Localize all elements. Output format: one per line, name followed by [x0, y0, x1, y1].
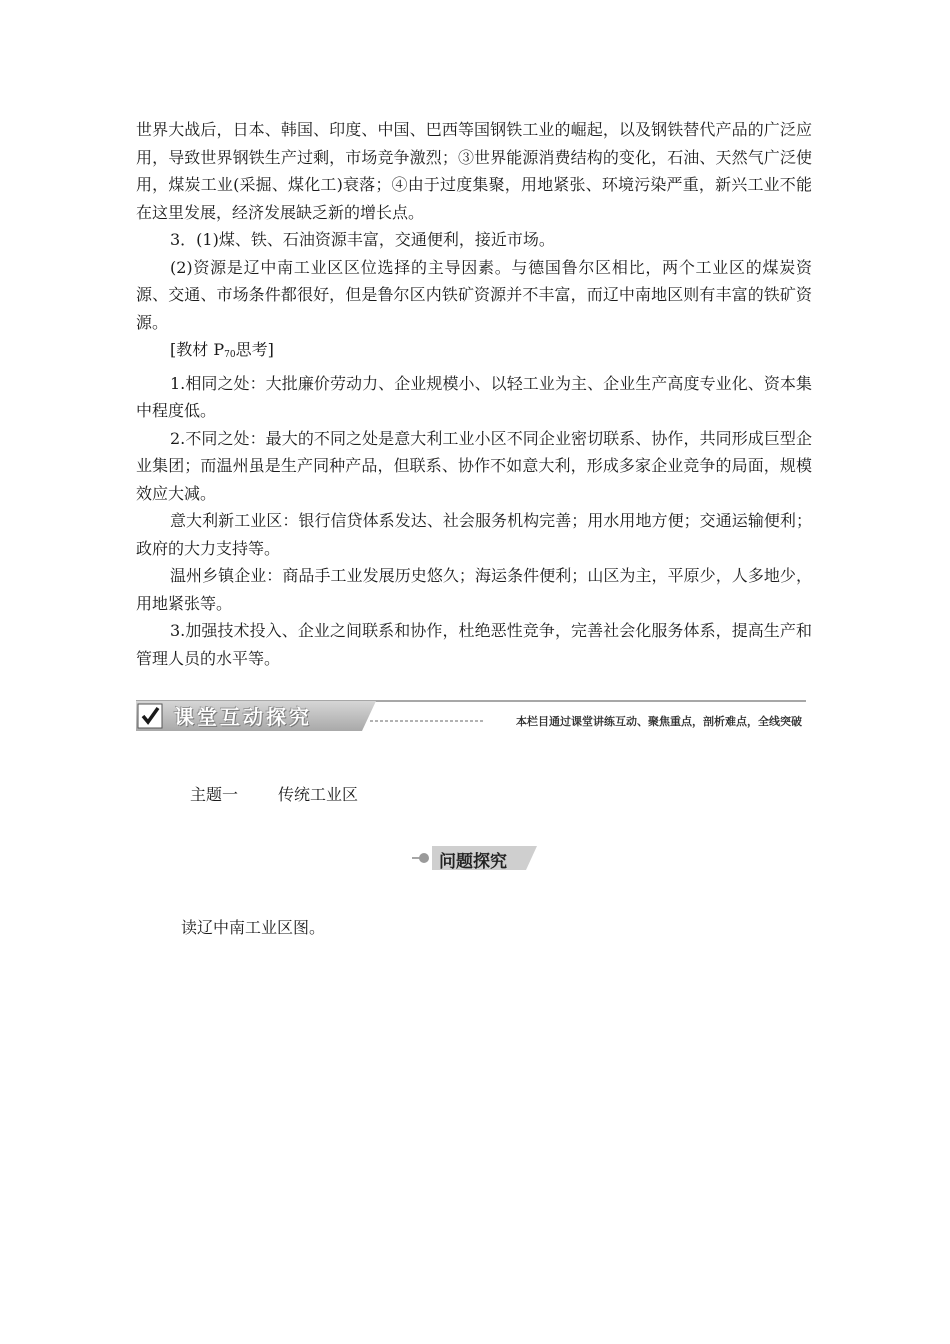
paragraph-1: 世界大战后，日本、韩国、印度、中国、巴西等国钢铁工业的崛起，以及钢铁替代产品的广泛应用，导致世界钢铁生产过剩，市场竞争激烈；③世界能源消费结构的变化，石油、天然气广泛使用，煤炭工业(采掘、煤化工)衰落；④由于过度集聚，用地紧张、环境污染严重，新兴工业不能在这里发展，经济发展缺乏新的增长点。: [136, 120, 812, 222]
banner-note: 本栏目通过课堂讲练互动、聚焦重点，剖析难点，全线突破: [516, 715, 802, 728]
textbook-ref-suffix: 思考]: [235, 340, 274, 359]
textbook-ref-page: 70: [224, 350, 236, 360]
section-tag: [412, 845, 537, 871]
textbook-ref-prefix: [教材 P: [170, 340, 225, 359]
section-banner: [136, 698, 806, 732]
paragraph-8: 3.加强技术投入、企业之间联系和协作，杜绝恶性竞争，完善社会化服务体系，提高生产和管理人员的水平等。: [136, 621, 812, 668]
banner-title: 课堂互动探究: [174, 705, 312, 729]
paragraph-5: 2.不同之处：最大的不同之处是意大利工业小区不同企业密切联系、协作，共同形成巨型企业集团；而温州虽是生产同种产品，但联系、协作不如意大利，形成多家企业竞争的局面，规模效应大减。: [136, 428, 812, 503]
topic-number: 主题一: [190, 785, 239, 804]
paragraph-7: 温州乡镇企业：商品手工业发展历史悠久；海运条件便利；山区为主，平原少，人多地少，用地紧张等。: [136, 566, 812, 613]
topic-heading: [190, 782, 358, 805]
topic-name: 传统工业区: [278, 785, 359, 804]
section-tag-label: 问题探究: [439, 852, 507, 872]
paragraph-2: 3．(1)煤、铁、石油资源丰富，交通便利，接近市场。: [170, 230, 555, 249]
read-instruction: 读辽中南工业区图。: [181, 918, 326, 937]
paragraph-6: 意大利新工业区：银行信贷体系发达、社会服务机构完善；用水用地方便；交通运输便利；政府的大力支持等。: [136, 511, 812, 558]
paragraph-3: (2)资源是辽中南工业区区位选择的主导因素。与德国鲁尔区相比，两个工业区的煤炭资源、交通、市场条件都很好，但是鲁尔区内铁矿资源并不丰富，而辽中南地区则有丰富的铁矿资源。: [136, 257, 812, 332]
textbook-reference: [136, 336, 812, 370]
paragraph-4: 1.相同之处：大批廉价劳动力、企业规模小、以轻工业为主、企业生产高度专业化、资本集中程度低。: [136, 373, 812, 420]
main-text: [136, 116, 812, 672]
